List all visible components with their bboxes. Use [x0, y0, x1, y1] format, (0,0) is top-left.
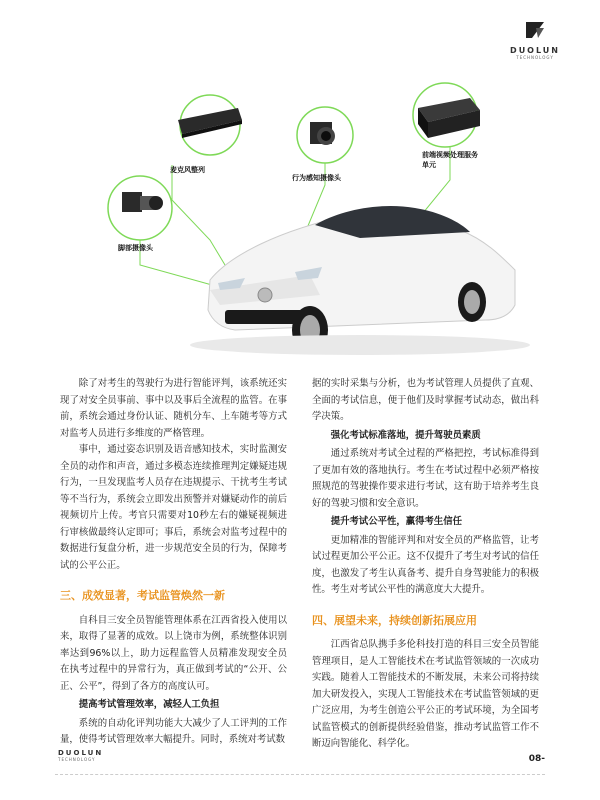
- footer-divider: [55, 774, 545, 775]
- car-shadow: [190, 335, 530, 355]
- left-paragraph-3: 自科目三安全员智能管理体系在江西省投入使用以来，取得了显著的成效。以上饶市为例，系统整体识别率达到96%以上，助力远程监管人员精准发现安全员在执考过程中的异常行为，真正做到考试的“公开、公正、公平”，得到了各方的高度认可。: [60, 614, 287, 692]
- brand-logo: [510, 20, 560, 60]
- article-right-column: [312, 376, 539, 753]
- footer-brand-name: DUOLUN: [58, 749, 104, 757]
- brand-tagline: TECHNOLOGY: [516, 55, 554, 60]
- left-paragraph-4: 系统的自动化评判功能大大减少了人工评判的工作量，使得考试管理效率大幅提升。同时，系统对考试数: [60, 717, 287, 745]
- car-body: [208, 206, 515, 354]
- label-processor: 前端视频处理服务单元: [422, 151, 478, 169]
- left-paragraph-2: 事中，通过姿态识别及语音感知技术，实时监测安全员的动作和声音，通过多模态连续推理判定嫌疑违规行为，一旦发现监考人员存在违规提示、干扰考生考试等不当行为，系统会立即发出预警并对嫌疑动作的前后视频切片上传。考官只需要对10秒左右的嫌疑视频进行审核做最终认定即可；事后，系统会对监考过程中的数据进行复盘分析，进一步规范安全员的行为，保障考试的公平公正。: [60, 444, 287, 571]
- behavior-camera-device: [310, 122, 335, 145]
- right-paragraph-4: 江西省总队携手多伦科技打造的科目三安全员智能管理项目，是人工智能技术在考试监管领域的一次成功实践。随着人工智能技术的不断发展，未来公司将持续加大研发投入，实现人工智能技术在考试监管领域的更广泛应用，为考生创造公平公正的考试环境，为全国考试监管模式的创新提供经验借鉴，推动考试监管工作不断迈向智能化、科学化。: [312, 639, 539, 749]
- right-paragraph-1: 据的实时采集与分析，也为考试管理人员提供了直观、全面的考试信息，便于他们及时掌握考试动态，做出科学决策。: [312, 378, 539, 422]
- label-microphone: 麦克风整列: [170, 166, 205, 174]
- car-diagram: [60, 80, 540, 370]
- duolun-logo-icon: [524, 20, 546, 40]
- left-paragraph-1: 除了对考生的驾驶行为进行智能评判，该系统还实现了对安全员事前、事中以及事后全流程的监管。在事前，系统会通过身份认证、随机分车、上车随考等方式对监考人员进行多维度的严格管理。: [60, 378, 287, 439]
- article-left-column: [60, 376, 287, 749]
- subheading-fairness: 提升考试公平性，赢得考生信任: [330, 516, 463, 527]
- footer-brand: [58, 749, 103, 762]
- section-4-title: 四、展望未来，持续创新拓展应用: [312, 613, 477, 627]
- label-behavior-camera: 行为感知摄像头: [292, 174, 341, 182]
- brand-name: DUOLUN: [510, 46, 560, 55]
- label-foot-camera: 脚部摄像头: [118, 244, 153, 252]
- page-number: 08-: [528, 754, 545, 764]
- subheading-efficiency: 提高考试管理效率，减轻人工负担: [78, 699, 220, 710]
- right-paragraph-2: 通过系统对考试全过程的严格把控，考试标准得到了更加有效的落地执行。考生在考试过程中必须严格按照规范的驾驶操作要求进行考试，这有助于培养考生良好的驾驶习惯和安全意识。: [312, 448, 539, 509]
- right-paragraph-3: 更加精准的智能评判和对安全员的严格监管，让考试过程更加公平公正。这不仅提升了考生对考试的信任度，也激发了考生认真备考、提升自身驾驶能力的积极性。考生对考试公平性的满意度大大提升。: [312, 534, 539, 595]
- subheading-standards: 强化考试标准落地，提升驾驶员素质: [330, 429, 481, 441]
- footer-brand-tagline: TECHNOLOGY: [58, 757, 96, 762]
- section-3-title: 三、成效显著，考试监管焕然一新: [60, 589, 225, 602]
- car-figure: [60, 80, 540, 370]
